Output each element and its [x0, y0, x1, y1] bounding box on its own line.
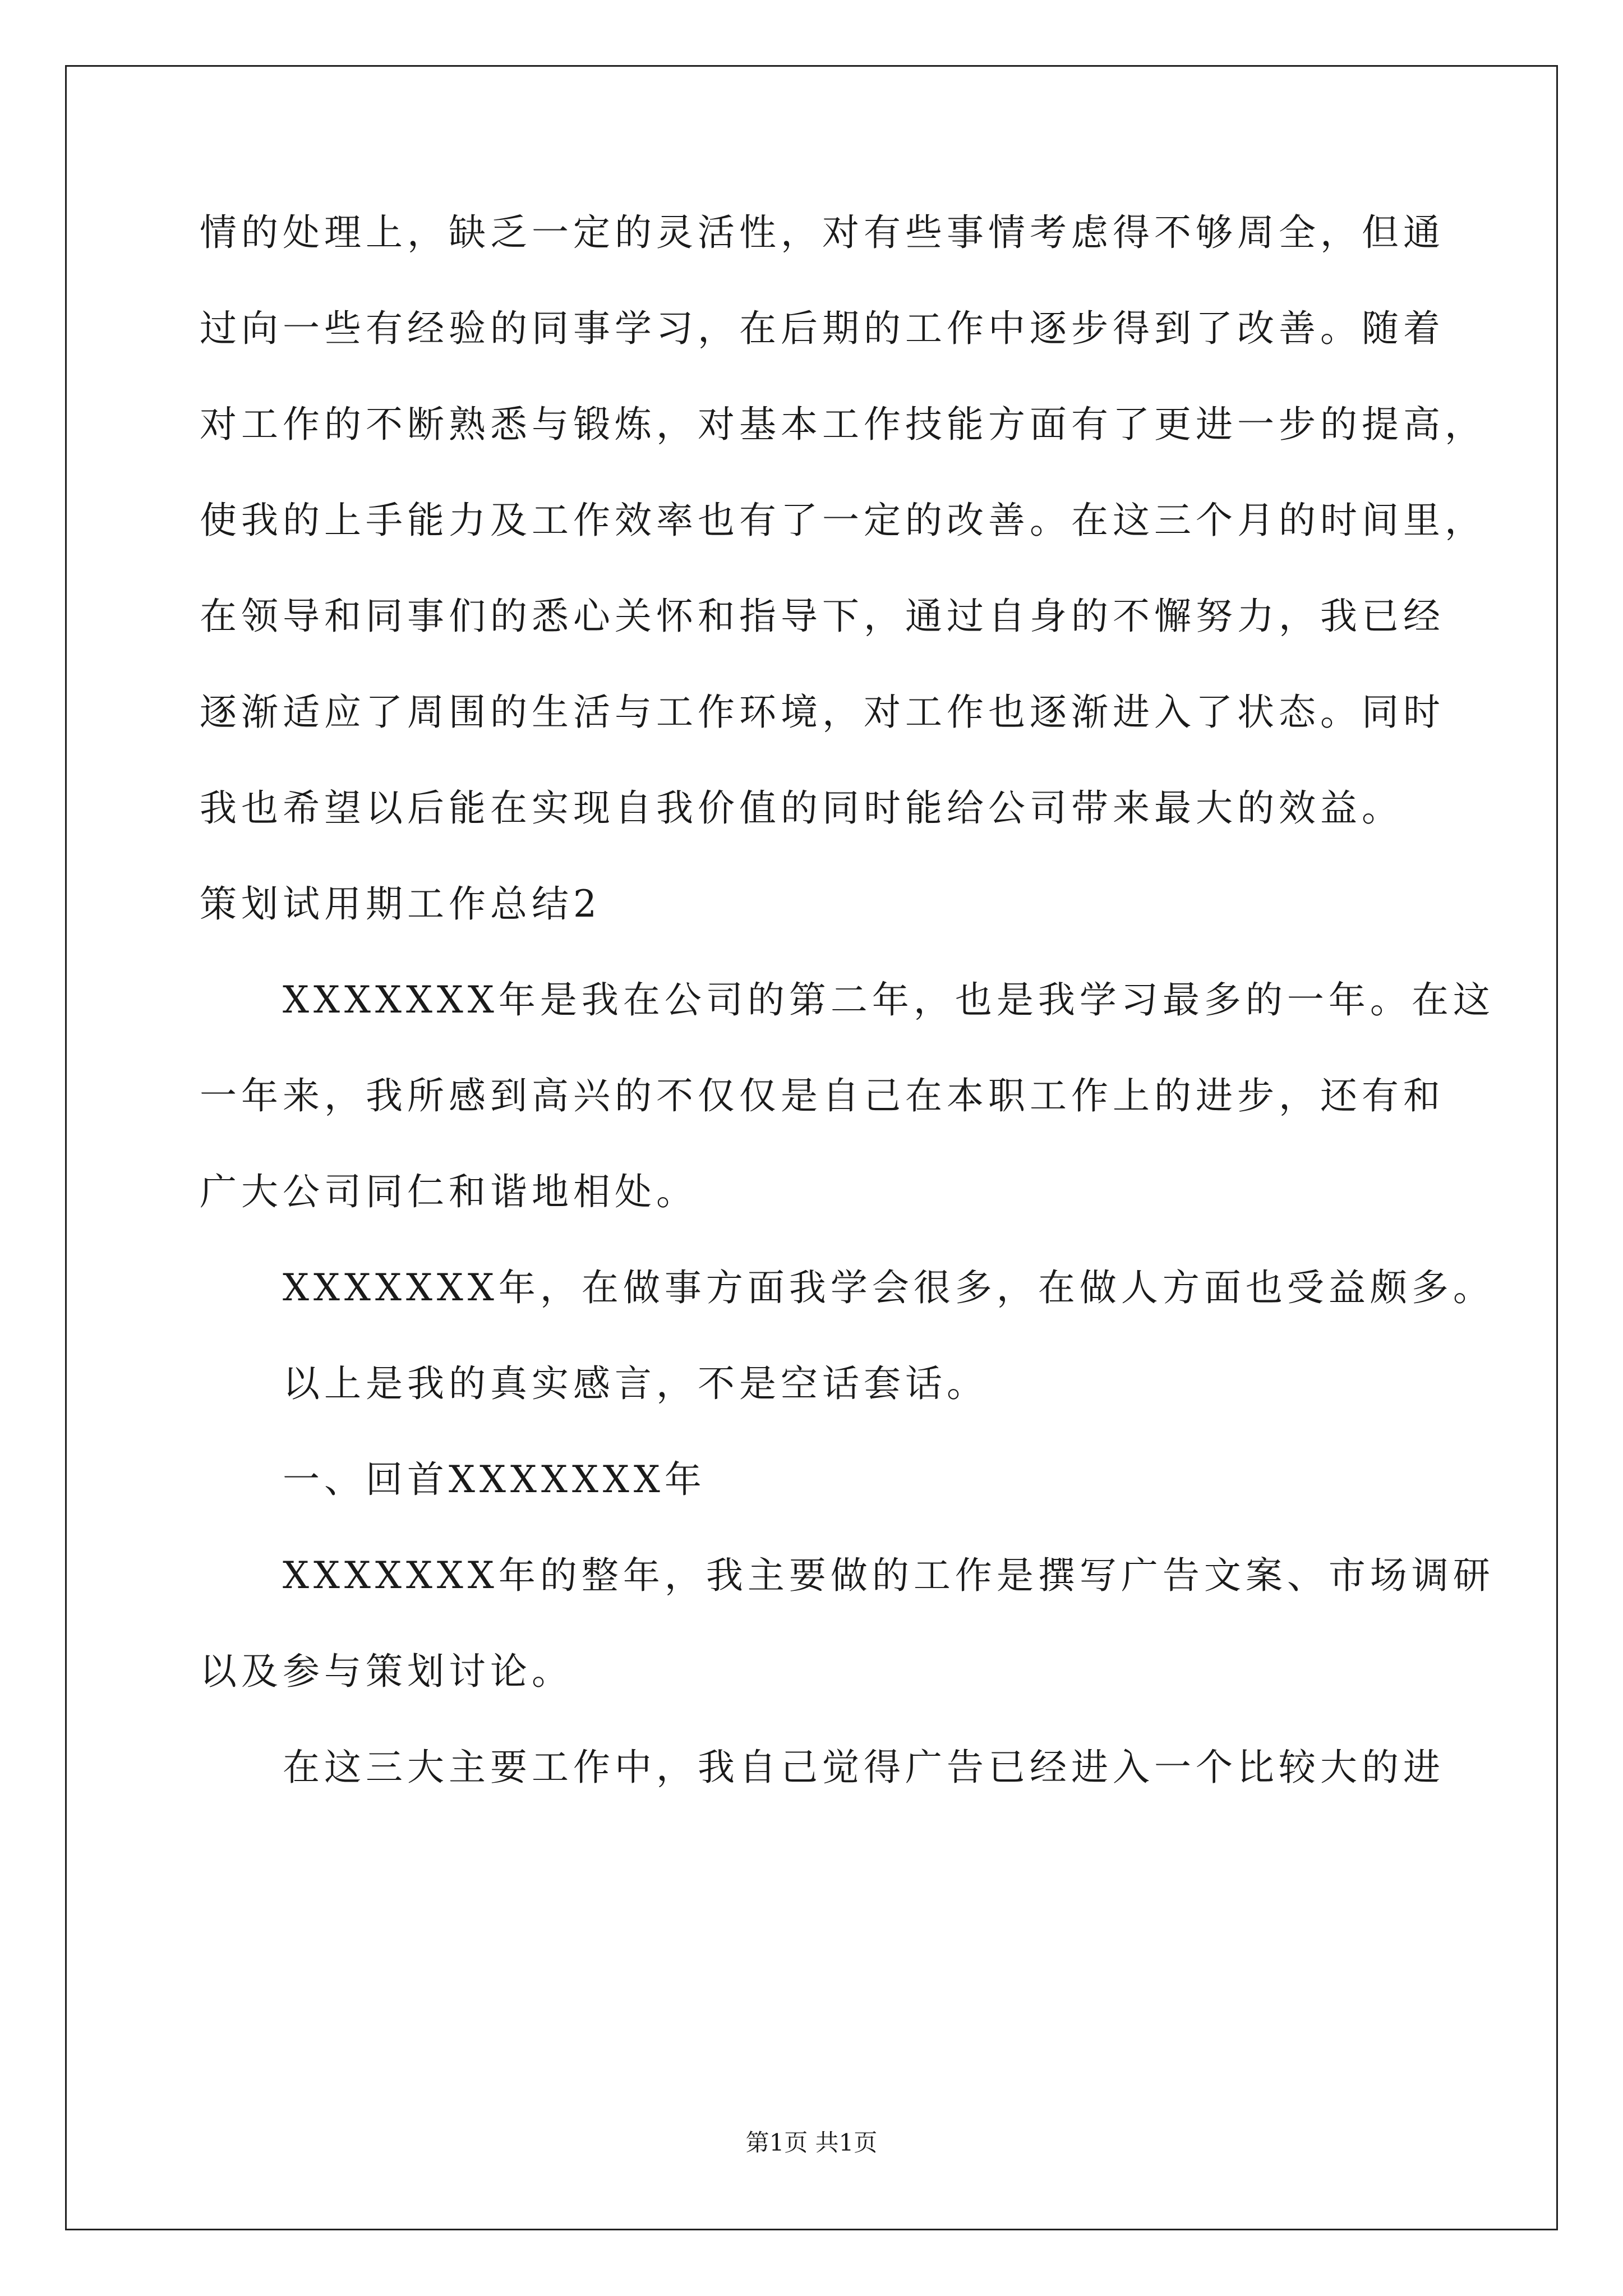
section-heading: 策划试用期工作总结2	[200, 882, 601, 926]
text-line: XXXXXXX年的整年，我主要做的工作是撰写广告文案、市场调研	[283, 1554, 1495, 1597]
text-line: 使我的上手能力及工作效率也有了一定的改善。在这三个月的时间里，	[200, 499, 1486, 542]
text-line: 逐渐适应了周围的生活与工作环境，对工作也逐渐进入了状态。同时	[200, 691, 1445, 734]
text-line: 以及参与策划讨论。	[200, 1650, 573, 1693]
text-line: XXXXXXX年，在做事方面我学会很多，在做人方面也受益颇多。	[283, 1266, 1495, 1309]
text-line: 一年来，我所感到高兴的不仅仅是自己在本职工作上的进步，还有和	[200, 1074, 1445, 1117]
text-line: 情的处理上，缺乏一定的灵活性，对有些事情考虑得不够周全，但通	[200, 211, 1445, 254]
text-line: 在领导和同事们的悉心关怀和指导下，通过自身的不懈努力，我已经	[200, 595, 1445, 638]
text-line: 对工作的不断熟悉与锻炼，对基本工作技能方面有了更进一步的提高，	[200, 403, 1486, 446]
subsection-heading: 一、回首XXXXXXX年	[283, 1458, 706, 1501]
text-line: 过向一些有经验的同事学习，在后期的工作中逐步得到了改善。随着	[200, 307, 1445, 350]
text-line: 广大公司同仁和谐地相处。	[200, 1170, 698, 1213]
text-line: 我也希望以后能在实现自我价值的同时能给公司带来最大的效益。	[200, 786, 1403, 830]
text-line: 以上是我的真实感言，不是空话套话。	[283, 1362, 988, 1405]
text-line: XXXXXXX年是我在公司的第二年，也是我学习最多的一年。在这	[283, 978, 1495, 1022]
page-footer: 第1页 共1页	[745, 2129, 878, 2156]
text-line: 在这三大主要工作中，我自己觉得广告已经进入一个比较大的进	[283, 1746, 1445, 1789]
page-frame	[65, 65, 1558, 2230]
